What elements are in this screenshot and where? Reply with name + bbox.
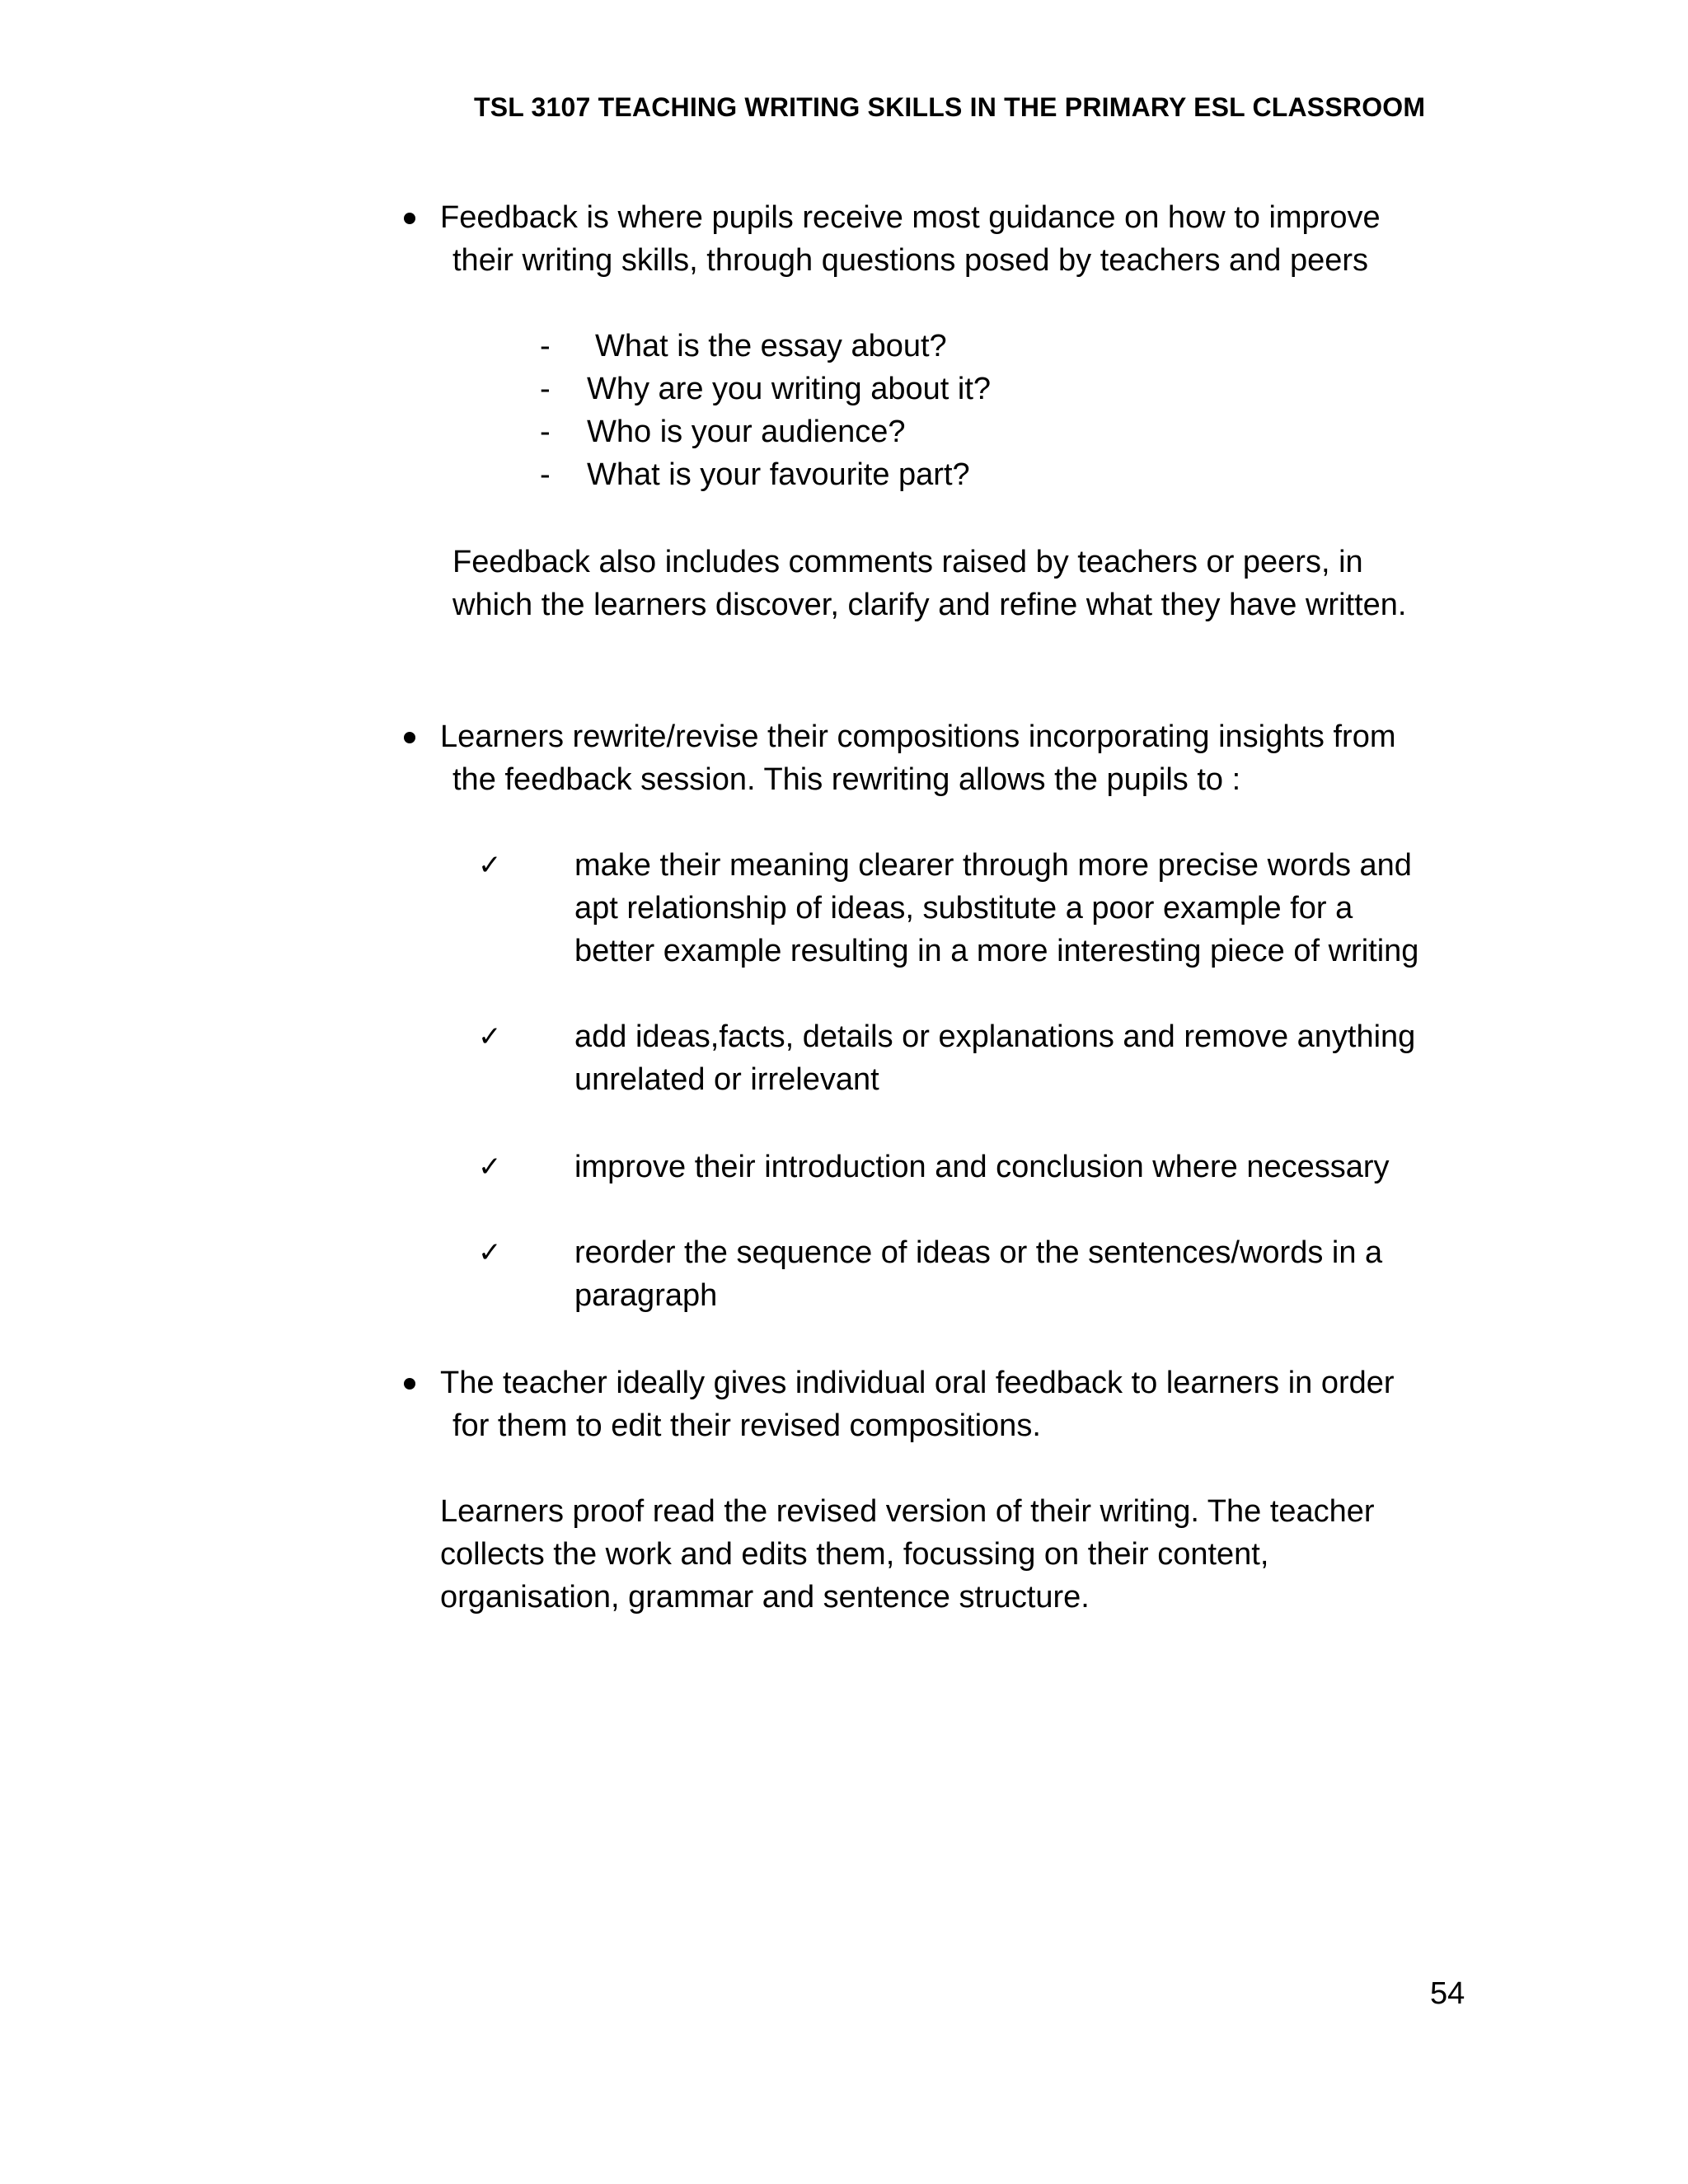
- bullet-dot-icon: [404, 732, 415, 743]
- question-3: Who is your audience?: [587, 415, 906, 449]
- section3-note-line-1: Learners proof read the revised version of their writing. The teacher: [440, 1494, 1375, 1529]
- check-2-line-1: add ideas,facts, details or explanations and remove anything: [574, 1019, 1416, 1054]
- dash-icon: -: [540, 415, 551, 449]
- check-1-line-2: apt relationship of ideas, substitute a poor example for a: [574, 891, 1353, 926]
- bullet-dot-icon: [404, 213, 415, 224]
- check-1-line-1: make their meaning clearer through more precise words and: [574, 848, 1412, 883]
- section2-line-1: Learners rewrite/revise their compositions incorporating insights from: [440, 719, 1396, 754]
- page-header: TSL 3107 TEACHING WRITING SKILLS IN THE PRIMARY ESL CLASSROOM: [474, 92, 1426, 122]
- page-number: 54: [1430, 1976, 1465, 2011]
- check-2-line-2: unrelated or irrelevant: [574, 1062, 879, 1097]
- check-4-line-1: reorder the sequence of ideas or the sentences/words in a: [574, 1235, 1383, 1270]
- question-2: Why are you writing about it?: [587, 372, 992, 406]
- dash-icon: -: [540, 457, 551, 492]
- section3-note-line-2: collects the work and edits them, focussing on their content,: [440, 1537, 1269, 1572]
- dash-icon: -: [540, 372, 551, 406]
- section3-line-1: The teacher ideally gives individual oral feedback to learners in order: [440, 1366, 1395, 1400]
- checkmark-icon: ✓: [478, 1236, 502, 1269]
- section3-note-line-3: organisation, grammar and sentence structure.: [440, 1580, 1090, 1615]
- question-1: What is the essay about?: [595, 329, 947, 363]
- question-4: What is your favourite part?: [587, 457, 970, 492]
- checkmark-icon: ✓: [478, 1020, 502, 1053]
- section1-line-1: Feedback is where pupils receive most guidance on how to improve: [440, 200, 1381, 235]
- section3-line-2: for them to edit their revised compositions.: [452, 1408, 1041, 1443]
- bullet-dot-icon: [404, 1378, 415, 1390]
- section2-line-2: the feedback session. This rewriting allows the pupils to :: [452, 762, 1241, 797]
- section1-note-line-1: Feedback also includes comments raised by teachers or peers, in: [452, 545, 1363, 579]
- dash-icon: -: [540, 329, 551, 363]
- checkmark-icon: ✓: [478, 1151, 502, 1183]
- section1-line-2: their writing skills, through questions posed by teachers and peers: [452, 243, 1369, 278]
- check-4-line-2: paragraph: [574, 1278, 718, 1313]
- check-3-line-1: improve their introduction and conclusion where necessary: [574, 1150, 1390, 1184]
- section1-note-line-2: which the learners discover, clarify and refine what they have written.: [452, 588, 1407, 622]
- check-1-line-3: better example resulting in a more interesting piece of writing: [574, 934, 1419, 968]
- checkmark-icon: ✓: [478, 849, 502, 882]
